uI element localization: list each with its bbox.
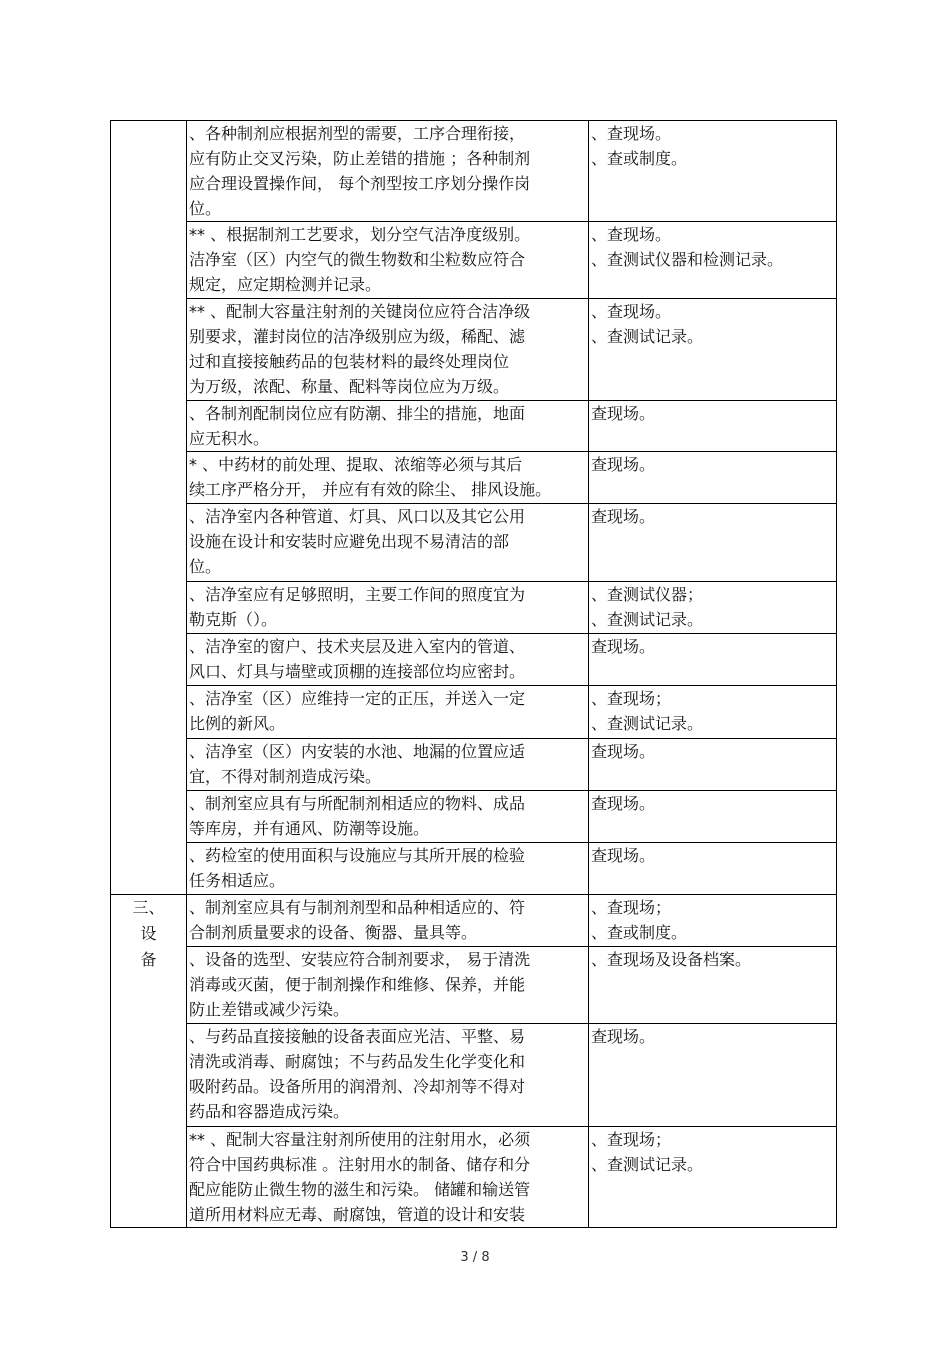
category-cell-equipment [111, 895, 187, 1228]
method-text: 查现场。 [591, 794, 656, 813]
requirement-text: 为万级，浓配、称量、配料等岗位应为万级。 [189, 377, 510, 396]
requirement-text: 、各种制剂应根据剂型的需要，工序合理衔接， [189, 124, 526, 143]
requirement-text: 位。 [189, 199, 222, 218]
requirement-text: 合制剂质量要求的设备、衡器、量具等。 [189, 923, 478, 942]
requirement-text: 消毒或灭菌，便于制剂操作和维修、保养，并能 [189, 975, 526, 994]
method-cell [589, 222, 837, 299]
requirement-cell [187, 843, 589, 895]
requirement-text: 、各制剂配制岗位应有防潮、排尘的措施，地面 [189, 404, 526, 423]
requirement-text: 应有防止交叉污染，防止差错的措施 ；各种制剂 [189, 149, 531, 168]
requirement-cell [187, 222, 589, 299]
method-text: 、查测试记录。 [591, 1155, 704, 1174]
requirement-cell [187, 582, 589, 634]
method-cell [589, 947, 837, 1024]
method-text: 、查现场； [591, 689, 672, 708]
requirement-text: 配应能防止微生物的滋生和污染。 储罐和输送管 [189, 1180, 531, 1199]
requirement-text: 吸附药品。设备所用的润滑剂、冷却剂等不得对 [189, 1077, 526, 1096]
requirement-text: 宜，不得对制剂造成污染。 [189, 767, 382, 786]
category-label: 备 [140, 950, 157, 969]
method-cell [589, 739, 837, 791]
requirement-cell [187, 947, 589, 1024]
method-text: 查现场。 [591, 637, 656, 656]
requirement-cell [187, 791, 589, 843]
method-text: 查现场。 [591, 742, 656, 761]
requirement-text: 设施在设计和安装时应避免出现不易清洁的部 [189, 532, 510, 551]
requirement-text: 等库房，并有通风、防潮等设施。 [189, 819, 430, 838]
method-text: 、查现场。 [591, 302, 672, 321]
table-row [111, 222, 837, 299]
category-cell-empty [111, 121, 187, 895]
requirement-cell [187, 504, 589, 582]
requirement-text: 药品和容器造成污染。 [189, 1102, 350, 1121]
table-row [111, 791, 837, 843]
method-cell [589, 299, 837, 401]
table-row [111, 401, 837, 452]
requirement-cell [187, 1024, 589, 1127]
method-text: 查现场。 [591, 846, 656, 865]
requirement-text: 勒克斯（）。 [189, 610, 278, 629]
category-label: 三、 [132, 898, 165, 917]
method-text: 、查现场； [591, 898, 672, 917]
method-text: 、查测试仪器和检测记录。 [591, 250, 784, 269]
method-text: 、查现场； [591, 1130, 672, 1149]
requirement-text: 洁净室（区）内空气的微生物数和尘粒数应符合 [189, 250, 526, 269]
requirement-text: 、与药品直接接触的设备表面应光洁、平整、易 [189, 1027, 526, 1046]
method-cell [589, 452, 837, 504]
method-cell [589, 401, 837, 452]
table-row [111, 895, 837, 947]
table-row [111, 739, 837, 791]
method-text: 、查测试记录。 [591, 327, 704, 346]
method-text: 、查现场。 [591, 124, 672, 143]
requirement-text: ** 、配制大容量注射剂的关键岗位应符合洁净级 [189, 302, 531, 321]
method-text: 查现场。 [591, 1027, 656, 1046]
table-row [111, 1024, 837, 1127]
method-cell [589, 1127, 837, 1228]
requirement-cell [187, 452, 589, 504]
method-text: 、查测试仪器； [591, 585, 704, 604]
method-text: 、查或制度。 [591, 149, 688, 168]
method-cell [589, 634, 837, 686]
requirement-text: 别要求，灌封岗位的洁净级别应为级，稀配、滤 [189, 327, 526, 346]
method-cell [589, 582, 837, 634]
table-row [111, 1127, 837, 1228]
requirement-text: 、制剂室应具有与所配制剂相适应的物料、成品 [189, 794, 526, 813]
method-text: 、查现场及设备档案。 [591, 950, 752, 969]
requirement-text: 应无积水。 [189, 429, 270, 448]
category-label: 设 [140, 924, 157, 943]
method-text: 查现场。 [591, 507, 656, 526]
method-cell [589, 791, 837, 843]
method-text: 、查测试记录。 [591, 714, 704, 733]
requirement-text: 、制剂室应具有与制剂剂型和品种相适应的、符 [189, 898, 526, 917]
requirement-text: 位。 [189, 557, 222, 576]
requirement-cell [187, 739, 589, 791]
requirement-text: 风口、灯具与墙壁或顶棚的连接部位均应密封。 [189, 662, 526, 681]
requirement-text: 、洁净室内各种管道、灯具、风口以及其它公用 [189, 507, 526, 526]
requirement-text: ** 、配制大容量注射剂所使用的注射用水，必须 [189, 1130, 531, 1149]
table-row [111, 504, 837, 582]
table-row [111, 121, 837, 222]
requirement-text: 规定，应定期检测并记录。 [189, 275, 382, 294]
requirement-text: 、洁净室（区）内安装的水池、地漏的位置应适 [189, 742, 526, 761]
page-number: 3 / 8 [460, 1250, 490, 1265]
table-row [111, 299, 837, 401]
requirement-text: 符合中国药典标准 。注射用水的制备、储存和分 [189, 1155, 531, 1174]
table-row [111, 582, 837, 634]
method-cell [589, 843, 837, 895]
requirement-cell [187, 121, 589, 222]
inspection-table [110, 120, 837, 1228]
method-cell [589, 504, 837, 582]
method-text: 查现场。 [591, 455, 656, 474]
requirement-text: 应合理设置操作间， 每个剂型按工序划分操作岗 [189, 174, 531, 193]
method-text: 、查或制度。 [591, 923, 688, 942]
method-cell [589, 895, 837, 947]
table-row [111, 634, 837, 686]
requirement-text: 、洁净室应有足够照明，主要工作间的照度宜为 [189, 585, 526, 604]
requirement-text: 任务相适应。 [189, 871, 286, 890]
method-cell [589, 686, 837, 739]
table-row [111, 452, 837, 504]
requirement-cell [187, 299, 589, 401]
table-row [111, 947, 837, 1024]
method-cell [589, 1024, 837, 1127]
requirement-cell [187, 1127, 589, 1228]
method-text: 、查测试记录。 [591, 610, 704, 629]
requirement-text: * 、中药材的前处理、提取、浓缩等必须与其后 [189, 455, 523, 474]
requirement-text: 道所用材料应无毒、耐腐蚀，管道的设计和安装 [189, 1205, 526, 1224]
method-text: 、查现场。 [591, 225, 672, 244]
method-cell [589, 121, 837, 222]
requirement-cell [187, 401, 589, 452]
requirement-text: 、洁净室（区）应维持一定的正压，并送入一定 [189, 689, 526, 708]
requirement-text: ** 、根据制剂工艺要求，划分空气洁净度级别。 [189, 225, 531, 244]
table-row [111, 843, 837, 895]
requirement-text: 、药检室的使用面积与设施应与其所开展的检验 [189, 846, 526, 865]
requirement-text: 、设备的选型、安装应符合制剂要求， 易于清洗 [189, 950, 531, 969]
requirement-cell [187, 686, 589, 739]
table-row [111, 686, 837, 739]
requirement-cell [187, 634, 589, 686]
requirement-text: 防止差错或减少污染。 [189, 1000, 350, 1019]
requirement-text: 清洗或消毒、耐腐蚀；不与药品发生化学变化和 [189, 1052, 526, 1071]
requirement-text: 过和直接接触药品的包装材料的最终处理岗位 [189, 352, 510, 371]
requirement-text: 续工序严格分开， 并应有有效的除尘、 排风设施。 [189, 480, 552, 499]
method-text: 查现场。 [591, 404, 656, 423]
requirement-cell [187, 895, 589, 947]
requirement-text: 比例的新风。 [189, 714, 286, 733]
requirement-text: 、洁净室的窗户、技术夹层及进入室内的管道、 [189, 637, 526, 656]
